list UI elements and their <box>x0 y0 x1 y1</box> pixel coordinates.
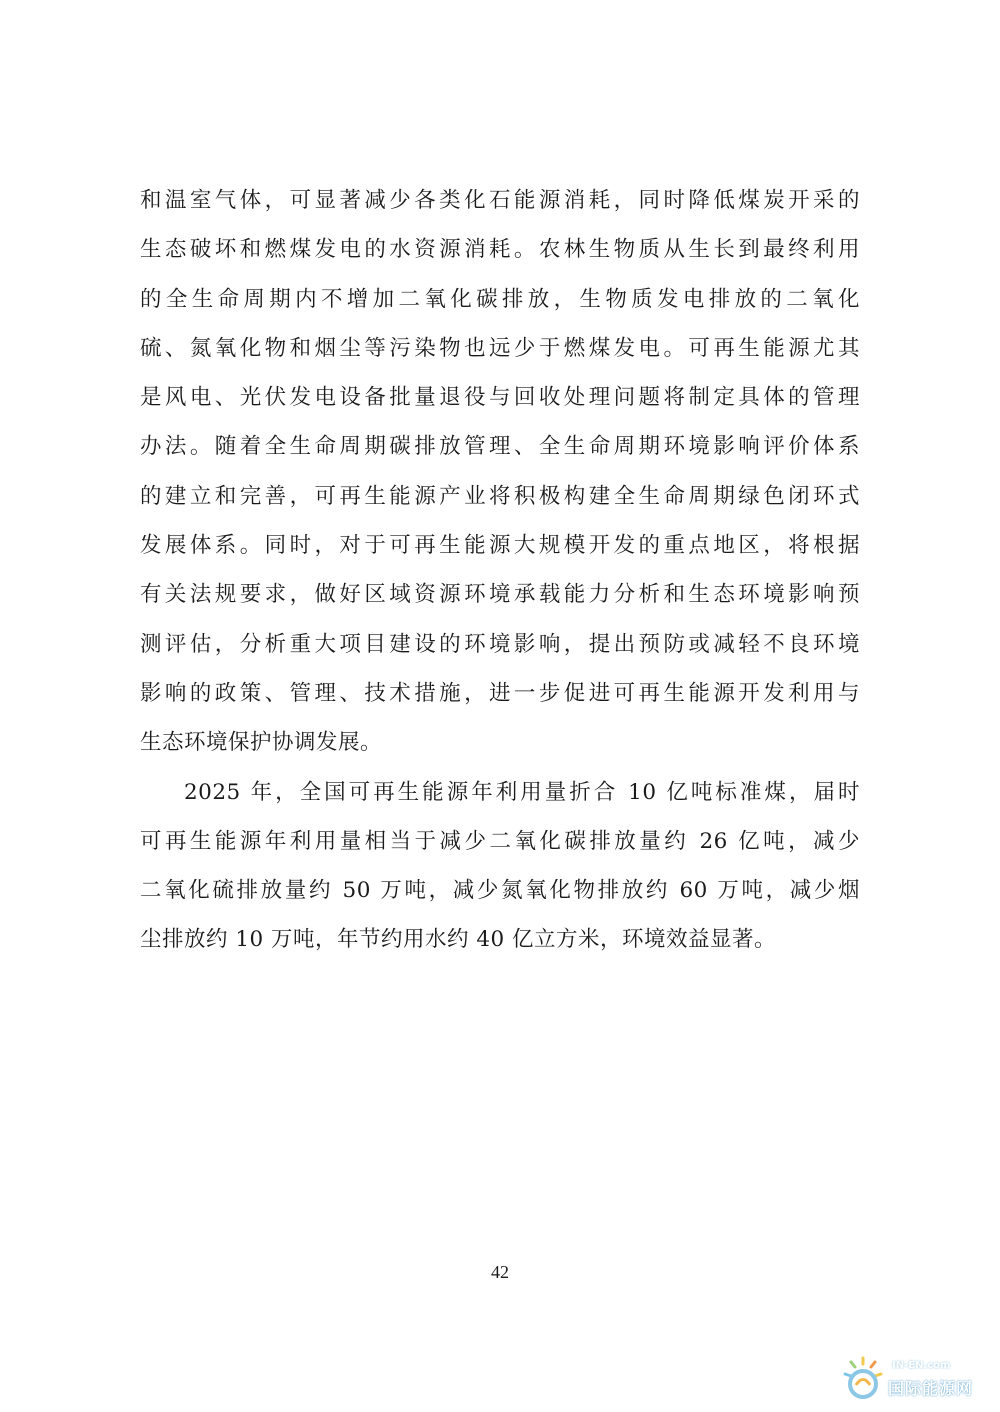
text-line: 生态破坏和燃煤发电的水资源消耗。农林生物质从生长到最终利用 <box>140 237 860 263</box>
text-line: 发展体系。同时，对于可再生能源大规模开发的重点地区，将根据 <box>140 533 860 559</box>
text-line: 和温室气体，可显著减少各类化石能源消耗，同时降低煤炭开采的 <box>140 188 860 213</box>
watermark-brand: 国际能源网 <box>888 1379 974 1398</box>
page-number: 42 <box>491 1262 509 1282</box>
sun-logo-icon <box>836 1352 890 1404</box>
watermark-domain: IN-EN.com <box>892 1360 951 1371</box>
text-line: 2025 年，全国可再生能源年利用量折合 10 亿吨标准煤，届时 <box>184 779 860 805</box>
text-line: 的建立和完善，可再生能源产业将积极构建全生命周期绿色闭环式 <box>140 483 860 509</box>
text-line: 硫、氮氧化物和烟尘等污染物也远少于燃煤发电。可再生能源尤其 <box>140 335 860 361</box>
text-line: 可再生能源年利用量相当于减少二氧化碳排放量约 26 亿吨，减少 <box>140 828 860 854</box>
text-line: 尘排放约 10 万吨，年节约用水约 40 亿立方米，环境效益显著。 <box>140 927 777 953</box>
paragraph-2 <box>140 768 860 965</box>
watermark-logo <box>836 1352 986 1404</box>
text-line: 测评估，分析重大项目建设的环境影响，提出预防或减轻不良环境 <box>140 631 860 657</box>
text-line: 的全生命周期内不增加二氧化碳排放，生物质发电排放的二氧化 <box>140 286 860 312</box>
text-line: 生态环境保护协调发展。 <box>140 730 383 756</box>
text-line: 二氧化硫排放量约 50 万吨，减少氮氧化物排放约 60 万吨，减少烟 <box>140 878 860 904</box>
text-line: 影响的政策、管理、技术措施，进一步促进可再生能源开发利用与 <box>140 680 860 706</box>
text-line: 是风电、光伏发电设备批量退役与回收处理问题将制定具体的管理 <box>140 385 860 411</box>
paragraph-1 <box>140 176 860 768</box>
text-line: 有关法规要求，做好区域资源环境承载能力分析和生态环境影响预 <box>140 582 860 608</box>
text-line: 办法。随着全生命周期碳排放管理、全生命周期环境影响评价体系 <box>140 434 860 460</box>
body-text <box>140 176 860 965</box>
